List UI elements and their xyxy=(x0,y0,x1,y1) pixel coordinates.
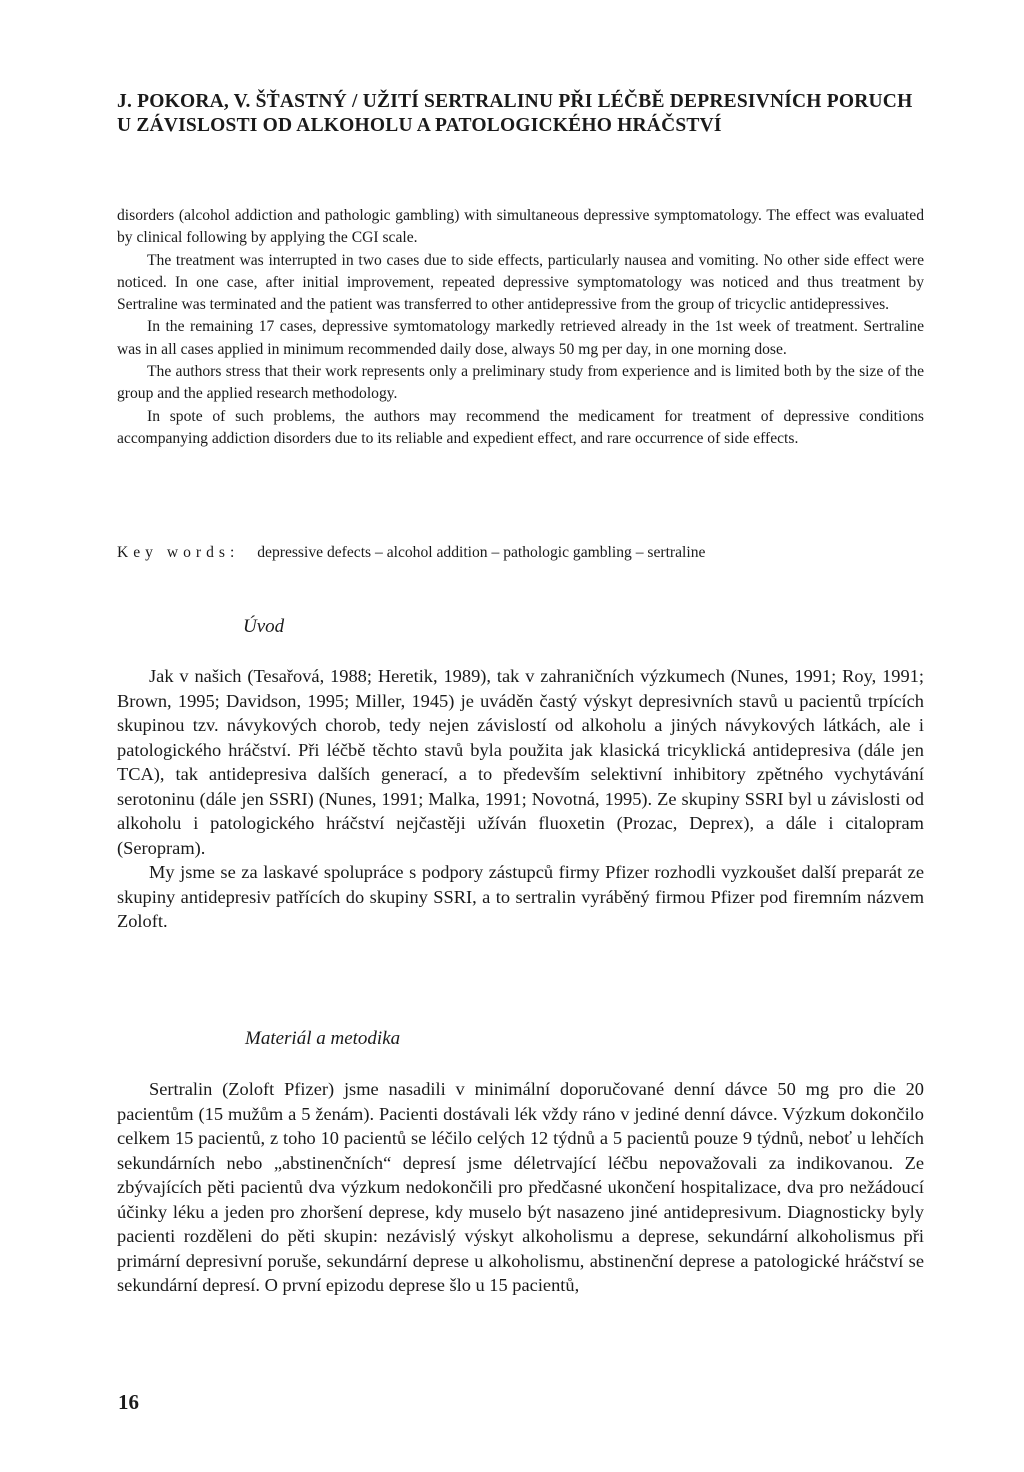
keywords-line xyxy=(117,542,924,564)
keywords-text: depressive defects – alcohol addition – pathologic gambling – sertraline xyxy=(257,544,706,561)
section-body-uvod xyxy=(117,664,924,934)
page-number: 16 xyxy=(118,1390,139,1414)
summary-paragraph: In spote of such problems, the authors may recommend the medicament for treatment of depressive conditions accompanying addiction disorders due to its reliable and expedient effect, and rare occurrence of side effects. xyxy=(117,407,924,447)
running-header-title: J. POKORA, V. ŠŤASTNÝ / UŽITÍ SERTRALINU PŘI LÉČBĚ DEPRESIVNÍCH PORUCH U ZÁVISLOSTI OD ALKOHOLU A PATOLOGICKÉHO HRÁČSTVÍ xyxy=(117,91,913,136)
summary-paragraph: disorders (alcohol addiction and pathologic gambling) with simultaneous depressive symptomatology. The effect was evaluated by clinical following by applying the CGI scale. xyxy=(117,207,924,247)
summary-paragraph: In the remaining 17 cases, depressive symtomatology markedly retrieved already in the 1st week of treatment. Sertraline was in all cases applied in minimum recommended daily dose, always 50 mg per day, in one morning dose. xyxy=(117,318,924,358)
english-summary xyxy=(117,205,924,450)
section-heading-uvod: Úvod xyxy=(243,616,285,637)
keywords-label: Key words: xyxy=(117,544,240,561)
section-body-material-metodika xyxy=(117,1077,924,1298)
body-paragraph: Sertralin (Zoloft Pfizer) jsme nasadili v minimální doporučované denní dávce 50 mg pro die 20 pacientům (15 mužům a 5 ženám). Pacienti dostávali lék vždy ráno v jediné denní dávce. Výzkum dokončilo celkem 15 pacientů, z toho 10 pacientů se léčilo celých 12 týdnů a 5 pacientů pouze 9 týdnů, neboť u lehčích sekundárních nebo „abstinenčních“ depresí jsme déletrvající léčbu nepovažovali za indikovanou. Ze zbývajících pěti pacientů dva výzkum nedokončili pro předčasné ukončení hospitalizace, dva pro nežádoucí účinky léku a jeden pro zhoršení deprese, kdy muselo být nasazeno jiné antidepresivum. Diagnosticky byly pacienti rozděleni do pěti skupin: nezávislý výskyt alkoholismu a deprese, sekundární alkoholismus při primární depresivní poruše, sekundární deprese u alkoholismu, abstinenční deprese a patologické hráčství se sekundární depresí. O první epizodu deprese šlo u 15 pacientů, xyxy=(117,1079,924,1295)
summary-paragraph: The authors stress that their work represents only a preliminary study from experience and is limited both by the size of the group and the applied research methodology. xyxy=(117,363,924,403)
summary-paragraph: The treatment was interrupted in two cases due to side effects, particularly nausea and vomiting. No other side effect were noticed. In one case, after initial improvement, repeated depressive symptomatology was noticed and thus treatment by Sertraline was terminated and the patient was transferred to other antidepressive from the group of tricyclic antidepressives. xyxy=(117,251,924,314)
section-heading-material-metodika: Materiál a metodika xyxy=(245,1028,401,1049)
body-paragraph: Jak v našich (Tesařová, 1988; Heretik, 1989), tak v zahraničních výzkumech (Nunes, 1991; Roy, 1991; Brown, 1995; Davidson, 1995; Miller, 1945) je uváděn častý výskyt depresivních stavů u pacientů trpících skupinou tzv. návykových chorob, tedy nejen závislostí od alkoholu a jiných návykových látkách, ale i patologického hráčství. Při léčbě těchto stavů byla použita jak klasická tricyklická antidepresiva (dále jen TCA), tak antidepresiva dalších generací, a to především selektivní inhibitory zpětného vychytávání serotoninu (dále jen SSRI) (Nunes, 1991; Malka, 1991; Novotná, 1995). Ze skupiny SSRI byl u závislosti od alkoholu i patologického hráčství nejčastěji užíván fluoxetin (Prozac, Deprex), a dále i citalopram (Seropram). xyxy=(117,666,924,858)
running-header xyxy=(117,90,927,138)
body-paragraph: My jsme se za laskavé spolupráce s podpory zástupců firmy Pfizer rozhodli vyzkoušet další preparát ze skupiny antidepresiv patřících do skupiny SSRI, a to sertralin vyráběný firmou Pfizer pod firemním názvem Zoloft. xyxy=(117,862,924,931)
